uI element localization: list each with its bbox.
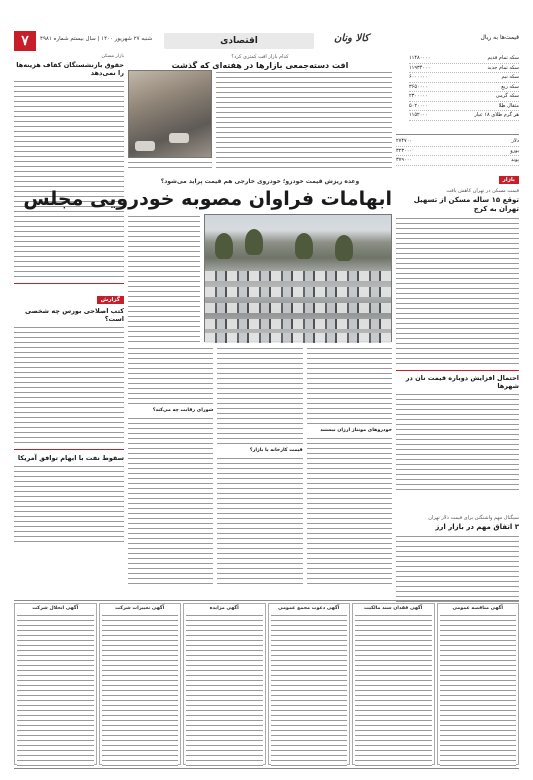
article-body: [307, 436, 392, 586]
ad-text: [102, 613, 179, 769]
article-kicker: بازار مسکن: [101, 54, 124, 59]
main-kicker: وعده ریزش قیمت خودرو؛ خودروی خارجی هم قیمت پراید می‌شود؟: [160, 178, 360, 185]
fx-row: یورو ۳۲۳۰۰۰: [396, 147, 519, 157]
article-body: [14, 79, 124, 279]
article-column: [128, 346, 213, 596]
article-body: [128, 214, 200, 342]
right-column: [396, 134, 519, 492]
photo-detail: [335, 235, 353, 261]
ad-title: آگهی تغییرات شرکت: [115, 606, 165, 611]
article-body: [307, 346, 392, 426]
ad-box: [14, 603, 97, 765]
photo-detail: [135, 141, 155, 151]
article-title: ۳ اتفاق مهم در بازار ارز: [435, 523, 519, 531]
article-column: [307, 346, 392, 596]
left-column: [14, 54, 124, 544]
article-body: [128, 416, 213, 586]
footer-rule: [14, 768, 519, 769]
photo-detail: [205, 271, 391, 281]
article-body: [216, 70, 392, 172]
classified-ads: [14, 600, 519, 765]
ad-title: آگهی فقدان سند مالکیت: [364, 606, 423, 611]
photo-detail: [215, 233, 233, 259]
rate-row: سکه تمام جدید ۱۱۹۳۴۰۰۰: [409, 64, 519, 74]
market-photo: [128, 70, 212, 158]
ad-box: [352, 603, 435, 765]
right-lower-article: [396, 512, 519, 604]
boxed-article: [14, 283, 124, 445]
article-title: افت دسته‌جمعی بازارها در هفته‌ای که گذشت: [171, 61, 349, 70]
photo-detail: [245, 229, 263, 255]
section-tag: گزارش: [97, 296, 124, 304]
article-title: کتب اصلاحی بورس چه شخصی است؟: [25, 307, 124, 323]
ad-text: [17, 613, 94, 769]
ad-title: آگهی مزایده: [209, 606, 239, 611]
ad-text: [440, 613, 517, 769]
main-headline: ابهامات فراوان مصوبه خودرویی مجلس: [23, 188, 392, 210]
photo-detail: [205, 303, 391, 313]
ad-title: آگهی دعوت مجمع عمومی: [278, 606, 340, 611]
section-title: اقتصادی: [164, 33, 314, 49]
photo-detail: [295, 233, 313, 259]
page-header: [14, 31, 519, 51]
ad-text: [355, 613, 432, 769]
market-photo-frame: [128, 70, 212, 158]
article-body: [396, 534, 519, 604]
ad-box: [183, 603, 266, 765]
ad-box: [268, 603, 351, 765]
article-kicker: کدام بازار افت کمتری کرد؟: [231, 54, 289, 60]
subheading: شورای رقابت چه می‌کند؟: [152, 408, 214, 413]
car-lot-photo: [204, 214, 392, 342]
page-number: ۷: [14, 31, 36, 51]
article-body: [396, 392, 519, 492]
article-body: [217, 456, 302, 586]
rates-heading: قیمت‌ها به ریال: [480, 34, 519, 41]
rate-row: سکه گرمی ۲۳۰۰۰۰۰: [409, 92, 519, 102]
photo-caption: [128, 160, 212, 172]
photo-detail: [205, 287, 391, 297]
photo-detail: [205, 319, 391, 329]
ad-box: [437, 603, 520, 765]
gold-coin-rates: [409, 54, 519, 130]
rate-row: سکه نیم ۶۰۰۰۰۰۰: [409, 73, 519, 83]
photo-detail: [169, 133, 189, 143]
ad-text: [186, 613, 263, 769]
article-kicker: سیگنال مهم واشنگتن برای قیمت دلار تهران: [428, 515, 519, 521]
article-body: [217, 346, 302, 446]
article-body: [396, 216, 519, 366]
photo-detail: [205, 333, 391, 343]
ad-title: آگهی انحلال شرکت: [32, 606, 79, 611]
rate-row: مثقال طلا ۵۰۲۰۰۰۰: [409, 102, 519, 112]
article-body: [14, 464, 124, 544]
boxed-article: [14, 449, 124, 544]
section-tag: بازار: [499, 176, 519, 184]
rate-row: سکه تمام قدیم ۱۱۴۸۰۰۰۰: [409, 54, 519, 64]
article-title: توقع ۱۵ ساله مسکن از تسهیل تهران به کرج: [413, 195, 519, 213]
article-title: سقوط نفت با ابهام توافق آمریکا: [17, 454, 124, 462]
fx-row: دلار ۲۷۴۷۰۰: [396, 137, 519, 147]
main-article-columns: [128, 346, 392, 596]
article-kicker: قیمت مسکن در تهران کاهش یافت: [446, 187, 519, 194]
ad-text: [271, 613, 348, 769]
supplement-logo: کالا ونان: [334, 33, 369, 44]
fx-row: پوند ۳۷۹۰۰۰: [396, 156, 519, 166]
article-title: احتمال افزایش دوباره قیمت نان در شهرها: [405, 373, 519, 390]
subheading: قیمت کارخانه یا بازار؟: [249, 448, 303, 453]
ad-title: آگهی مناقصه عمومی: [452, 606, 504, 611]
divider: [396, 370, 519, 371]
article-column: [217, 346, 302, 596]
subheading: خودروهای مونتاژ ارزان نیستند: [320, 428, 392, 433]
ad-box: [99, 603, 182, 765]
article-body: [128, 346, 213, 406]
article-title: حقوق بازنشستگان کفاف هزینه‌ها را نمی‌دهد: [16, 61, 124, 77]
fx-table: [396, 134, 519, 166]
article-body: [14, 325, 124, 445]
issue-date-line: شنبه ۲۷ شهریور ۱۴۰۰ | سال بیستم شماره ۴۹۸۱: [40, 36, 153, 42]
rate-row: سکه ربع ۳۶۵۰۰۰۰: [409, 83, 519, 93]
rate-row: هر گرم طلای ۱۸ عیار ۱۱۵۲۰۰۰: [409, 111, 519, 121]
